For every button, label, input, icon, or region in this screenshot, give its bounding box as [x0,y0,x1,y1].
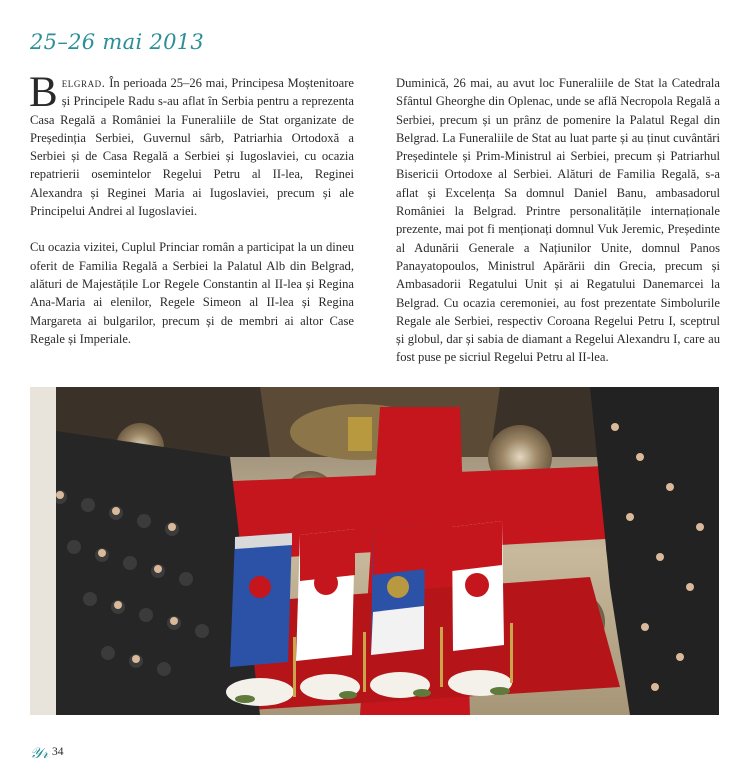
paragraph-text: În perioada 25–26 mai, Principesa Moștenitoare și Principele Radu s-au aflat în Serbia pentru a reprezenta Casa Regală a României la Funeraliile de Stat organizate de Președinția Serbiei, Guvernul sârb, Patriarhia Ortodoxă a Serbiei și de Casa Regală a Serbiei și Iugoslaviei, cu ocazia repatrierii osemintelor Regelui Petru al II-lea, Reginei Alexandra și Reginei Maria ai Iugoslaviei, precum și ale Principelui Andrei al Iugoslaviei. [30,76,354,219]
lead-smallcaps: elgrad. [61,76,106,90]
paragraph-funeral: Duminică, 26 mai, au avut loc Funeraliile de Stat la Catedrala Sfântul Gheorghe din Oplenac, unde se află Necropola Regală a Serbiei, precum și un prânz de pomenire la Palatul Regal din Belgrad. La Funeraliile de Stat au luat parte și au ținut cuvântări Președintele și Prim-Ministrul ai Serbiei, precum și Patriarhul Bisericii Ortodoxe al Serbiei. Alături de Familia Regală, s-a aflat și Excelența Sa domnul Daniel Banu, ambasadorul României la Belgrad. Printre personalitățile internaționale prezente, mai pot fi menționați domnul Vuk Jeremic, Președinte al Adunării Generale a Națiunilor Unite, domnul Panos Panayatopoulos, Ministrul Apărării din Grecia, precum și Ambasadorii Regatului Unit și ai Regatului Danemarcei la Belgrad. Cu ocazia ceremoniei, au fost prezentate Simbolurile Regale ale Serbiei, respectiv Coroana Regelui Petru I, sceptrul și globul, dar și sabia de diamant a Regelui Alexandru I, care au fost puse pe sicriul Regelui Petru al II-lea. [396,76,720,365]
left-column [29,69,354,348]
drop-cap: B [29,69,58,116]
right-column [396,74,720,367]
date-heading: 25–26 mai 2013 [30,30,205,54]
page-number: 34 [52,746,64,758]
paragraph-belgrade-intro [29,69,354,220]
footer-monogram-icon: 𝒴𝓇 [30,744,49,762]
funeral-ceremony-photo [30,387,719,715]
paragraph-dinner: Cu ocazia vizitei, Cuplul Princiar român a participat la un dineu oferit de Familia Regală a Serbiei la Palatul Alb din Belgrad, alături de Majestățile Lor Regele Constantin al II-lea și Regina Ana-Maria ai elenilor, Regele Simeon al II-lea și Regina Margareta ai bulgarilor, precum și de membri ai altor Case Regale și Imperiale. [30,240,354,346]
